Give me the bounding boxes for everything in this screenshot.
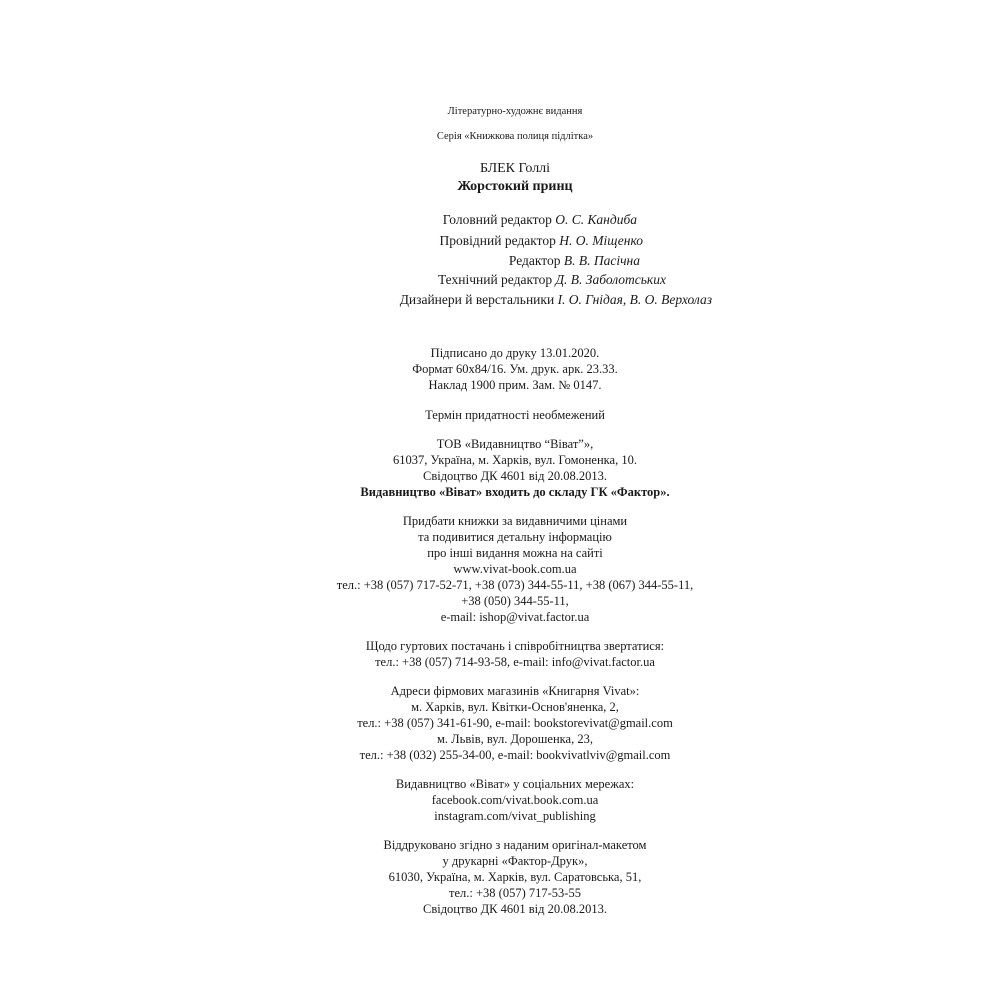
publisher-name: ТОВ «Видавництво “Віват”», [436,437,594,451]
shop-phones-extra: +38 (050) 344-55-11, [461,594,569,608]
staff-person: Н. О. Міщенко [559,233,643,248]
publisher-address: 61037, Україна, м. Харків, вул. Гомоненка, 10. [393,453,637,467]
staff-editor [509,252,640,270]
print-run: Наклад 1900 прим. Зам. № 0147. [428,378,602,392]
printer-address: 61030, Україна, м. Харків, вул. Саратовська, 51, [388,870,642,884]
staff-role: Технічний редактор [437,272,553,287]
shelf-life: Термін придатності необмежений [425,408,605,422]
staff-person: В. В. Пасічна [563,253,640,268]
book-title: Жорстокий принц [457,179,573,194]
buy-line-3: про інші видання можна на сайті [427,546,603,560]
wholesale-line-1: Щодо гуртових постачань і співробітництва звертатися: [365,639,665,653]
wholesale-contacts: тел.: +38 (057) 714-93-58, e-mail: info@vivat.factor.ua [375,655,655,669]
buy-line-1: Придбати книжки за видавничими цінами [402,514,628,528]
printer-phone: тел.: +38 (057) 717-53-55 [449,886,581,900]
publisher-group: Видавництво «Віват» входить до складу ГК «Фактор». [360,485,670,499]
printer-name: у друкарні «Фактор-Друк», [442,854,588,868]
staff-role: Головний редактор [442,212,552,227]
instagram-link[interactable]: instagram.com/vivat_publishing [434,809,596,823]
series-name: Серія «Книжкова полиця підлітка» [436,131,594,142]
staff-chief-editor [443,211,637,229]
print-signed: Підписано до друку 13.01.2020. [430,346,600,360]
book-author: БЛЕК Голлі [479,161,551,176]
facebook-link[interactable]: facebook.com/vivat.book.com.ua [431,793,599,807]
staff-person: Д. В. Заболотських [555,272,666,287]
store-kharkiv-contacts: тел.: +38 (057) 341-61-90, e-mail: bookstorevivat@gmail.com [357,716,673,730]
staff-person: І. О. Гнідая, В. О. Верхолаз [557,292,712,307]
edition-type: Літературно-художнє видання [447,106,583,117]
printer-certificate: Свідоцтво ДК 4601 від 20.08.2013. [422,902,607,916]
staff-tech-editor [438,271,666,289]
staff-role: Провідний редактор [439,233,556,248]
stores-heading: Адреси фірмових магазинів «Книгарня Vivat»: [390,684,640,698]
staff-lead-editor [440,232,643,250]
store-lviv-contacts: тел.: +38 (032) 255-34-00, e-mail: bookvivatlviv@gmail.com [359,748,671,762]
store-lviv-address: м. Львів, вул. Дорошенка, 23, [437,732,593,746]
social-heading: Видавництво «Віват» у соціальних мережах: [395,777,635,791]
staff-role: Дизайнери й верстальники [399,292,555,307]
printer-line-1: Віддруковано згідно з наданим оригінал-макетом [383,838,647,852]
website-link[interactable]: www.vivat-book.com.ua [453,562,577,576]
store-kharkiv-address: м. Харків, вул. Квітки-Основ'яненка, 2, [411,700,619,714]
shop-email[interactable]: e-mail: ishop@vivat.factor.ua [440,610,590,624]
shop-phones: тел.: +38 (057) 717-52-71, +38 (073) 344-55-11, +38 (067) 344-55-11, [336,578,694,592]
staff-person: О. С. Кандиба [555,212,637,227]
print-format: Формат 60х84/16. Ум. друк. арк. 23.33. [412,362,618,376]
publisher-certificate: Свідоцтво ДК 4601 від 20.08.2013. [422,469,607,483]
buy-line-2: та подивитися детальну інформацію [418,530,612,544]
staff-role: Редактор [508,253,561,268]
staff-designers [400,291,712,309]
